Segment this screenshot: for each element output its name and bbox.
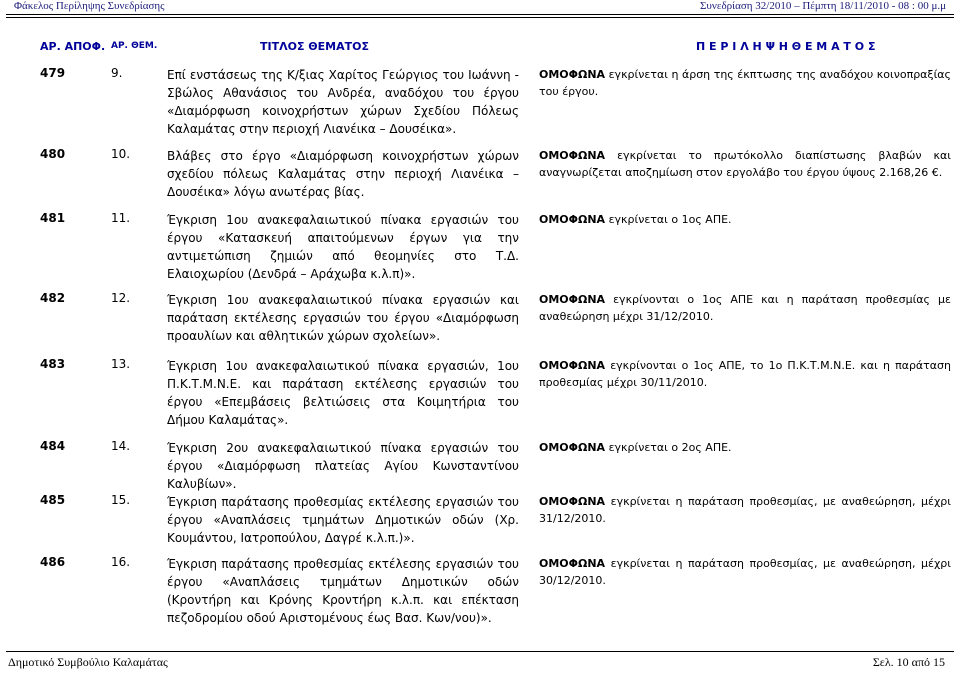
column-item-number: ΑΡ. ΘΕΜ. — [111, 41, 158, 51]
footer-page-number: Σελ. 10 από 15 — [872, 655, 945, 669]
item-decision — [539, 493, 951, 527]
decision-number: 485 — [40, 493, 66, 507]
item-decision — [539, 66, 951, 100]
item-number: 9. — [111, 66, 123, 80]
decision-verdict: ΟΜΟΦΩΝΑ — [539, 495, 606, 508]
decision-text: εγκρίνονται ο 1ος ΑΠΕ, το 1ο Π.Κ.Τ.Μ.Ν.Ε. και η παράταση προθεσμίας μέχρι 30/11/2010. — [539, 359, 951, 389]
decision-text: εγκρίνεται η άρση της έκπτωσης της αναδόχου κοινοπραξίας του έργου. — [539, 68, 951, 98]
decision-verdict: ΟΜΟΦΩΝΑ — [539, 149, 606, 162]
header-folder-title: Φάκελος Περίληψης Συνεδρίασης — [14, 0, 165, 12]
item-decision — [539, 291, 951, 325]
item-number: 10. — [111, 147, 131, 161]
item-decision — [539, 147, 951, 181]
column-headers — [0, 40, 960, 56]
header-divider-top — [6, 14, 954, 15]
item-number: 11. — [111, 211, 131, 225]
item-decision — [539, 211, 951, 228]
item-decision — [539, 555, 951, 589]
header-session-info: Συνεδρίαση 32/2010 – Πέμπτη 18/11/2010 - 08 : 00 μ.μ — [700, 0, 946, 12]
decision-verdict: ΟΜΟΦΩΝΑ — [539, 557, 606, 570]
header-divider-bottom — [6, 17, 954, 18]
decision-number: 484 — [40, 439, 66, 453]
decision-text: εγκρίνεται το πρωτόκολλο διαπίστωσης βλαβών και αναγνωρίζεται αποζημίωση στον εργολάβο του έργου ύψους 2.168,26 €. — [539, 149, 951, 179]
item-title: Επί ενστάσεως της Κ/ξιας Χαρίτος Γεώργιος του Ιωάννη - Σβώλος Αθανάσιος του Ανδρέα, αναδόχου του έργου «Διαμόρφωση κοινοχρήστων χώρων Σχεδίου Πόλεως Καλαμάτας στην περιοχή Λιανέικα – Δουσέικα». — [167, 68, 519, 136]
item-number: 16. — [111, 555, 131, 569]
footer-divider — [6, 651, 954, 652]
column-summary: Π Ε Ρ Ι Λ Η Ψ Η Θ Ε Μ Α Τ Ο Σ — [696, 40, 876, 53]
decision-number: 486 — [40, 555, 66, 569]
page-footer — [0, 655, 960, 671]
item-decision — [539, 357, 951, 391]
decision-verdict: ΟΜΟΦΩΝΑ — [539, 359, 606, 372]
item-title: Έγκριση 1ου ανακεφαλαιωτικού πίνακα εργασιών και παράταση εκτέλεσης εργασιών του έργου «Διαμόρφωση προαυλίων και αθλητικών χώρων σχολείων». — [167, 293, 519, 343]
decision-text: εγκρίνονται ο 1ος ΑΠΕ και η παράταση προθεσμίας με αναθεώρηση μέχρι 31/12/2010. — [539, 293, 951, 323]
decision-verdict: ΟΜΟΦΩΝΑ — [539, 441, 606, 454]
item-title: Έγκριση 1ου ανακεφαλαιωτικού πίνακα εργασιών, 1ου Π.Κ.Τ.Μ.Ν.Ε. και παράταση εκτέλεσης εργασιών του έργου «Επεμβάσεις βελτιώσεις στα Κοιμητήρια του Δήμου Καλαμάτας». — [167, 359, 519, 427]
decision-text: εγκρίνεται η παράταση προθεσμίας, με αναθεώρηση, μέχρι 31/12/2010. — [539, 495, 951, 525]
decision-number: 481 — [40, 211, 66, 225]
column-title: ΤΙΤΛΟΣ ΘΕΜΑΤΟΣ — [260, 40, 370, 53]
item-title: Έγκριση παράτασης προθεσμίας εκτέλεσης εργασιών του έργου «Αναπλάσεις τμημάτων Δημοτικών οδών (Κροντήρη και Κρόνης Κροντήρη κ.λ.π. και επέκταση πεζοδρομίου οδού Αριστομένους έως Βασ. Κων/νου)». — [167, 557, 519, 625]
footer-council-name: Δημοτικό Συμβούλιο Καλαμάτας — [8, 655, 168, 669]
decision-text: εγκρίνεται ο 2ος ΑΠΕ. — [605, 441, 732, 454]
item-title: Έγκριση 1ου ανακεφαλαιωτικού πίνακα εργασιών του έργου «Κατασκευή απαιτούμενων έργων για την αντιμετώπιση ζημιών από θεομηνίες στο Τ.Δ. Ελαιοχωρίου (Δενδρά – Αράχωβα κ.λ.π)». — [167, 213, 519, 281]
item-title: Έγκριση 2ου ανακεφαλαιωτικού πίνακα εργασιών του έργου «Διαμόρφωση πλατείας Αγίου Κωνσταντίνου Καλυβίων». — [167, 441, 519, 491]
decision-text: εγκρίνεται η παράταση προθεσμίας, με αναθεώρηση, μέχρι 30/12/2010. — [539, 557, 951, 587]
decision-verdict: ΟΜΟΦΩΝΑ — [539, 293, 606, 306]
item-decision — [539, 439, 951, 456]
decision-number: 483 — [40, 357, 66, 371]
decision-text: εγκρίνεται ο 1ος ΑΠΕ. — [605, 213, 732, 226]
decision-number: 479 — [40, 66, 66, 80]
item-title: Έγκριση παράτασης προθεσμίας εκτέλεσης εργασιών του έργου «Αναπλάσεις τμημάτων Δημοτικών οδών (Χρ. Κουμάντου, Ιατροπούλου, Δαγρέ κ.λ.π.)». — [167, 495, 519, 545]
item-number: 14. — [111, 439, 131, 453]
item-number: 12. — [111, 291, 131, 305]
item-title: Βλάβες στο έργο «Διαμόρφωση κοινοχρήστων χώρων σχεδίου πόλεως Καλαμάτας στην περιοχή Λιανέικα – Δουσέικα» λόγω ανωτέρας βίας. — [167, 149, 519, 199]
column-decision-number: ΑΡ. ΑΠΟΦ. — [40, 40, 106, 53]
decision-number: 482 — [40, 291, 66, 305]
decision-verdict: ΟΜΟΦΩΝΑ — [539, 213, 606, 226]
page-header — [0, 0, 960, 13]
item-number: 13. — [111, 357, 131, 371]
decision-verdict: ΟΜΟΦΩΝΑ — [539, 68, 606, 81]
item-number: 15. — [111, 493, 131, 507]
decision-number: 480 — [40, 147, 66, 161]
